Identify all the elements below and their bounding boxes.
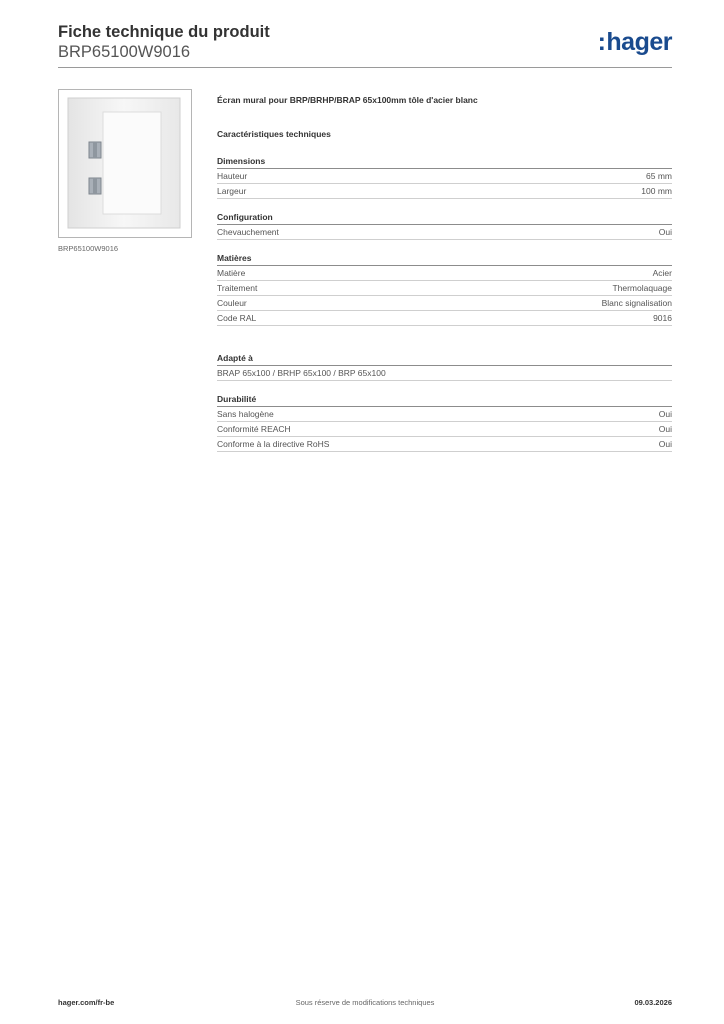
section-materials [217, 252, 672, 326]
section-title: Configuration [217, 211, 672, 225]
row-label: Hauteur [217, 171, 248, 181]
row-value: 9016 [653, 313, 672, 323]
table-row [217, 422, 672, 437]
image-caption: BRP65100W9016 [58, 244, 119, 253]
product-image [58, 89, 192, 238]
wall-screen-illustration-icon [59, 90, 191, 237]
row-label: Chevauchement [217, 227, 279, 237]
header-divider [58, 67, 672, 68]
row-value: Acier [652, 268, 672, 278]
row-value: Oui [658, 439, 672, 449]
section-title: Matières [217, 252, 672, 266]
row-value: Oui [658, 227, 672, 237]
row-value: Thermolaquage [612, 283, 672, 293]
row-label: Couleur [217, 298, 247, 308]
row-label: Conforme à la directive RoHS [217, 439, 330, 449]
table-row [217, 225, 672, 240]
table-row [217, 407, 672, 422]
product-description: Écran mural pour BRP/BRHP/BRAP 65x100mm tôle d'acier blanc [217, 95, 478, 105]
row-label: Conformité REACH [217, 424, 291, 434]
table-row [217, 366, 672, 381]
logo-text: hager [606, 28, 672, 56]
product-content [217, 95, 672, 452]
row-value: Blanc signalisation [601, 298, 672, 308]
table-row [217, 184, 672, 199]
table-row [217, 296, 672, 311]
row-label: Largeur [217, 186, 247, 196]
row-value: 100 mm [641, 186, 672, 196]
table-row [217, 266, 672, 281]
section-title: Durabilité [217, 393, 672, 407]
hager-logo[interactable] [598, 28, 672, 57]
section-compatible-with [217, 352, 672, 381]
row-value: Oui [658, 409, 672, 419]
row-label: Code RAL [217, 313, 257, 323]
row-value: 65 mm [646, 171, 672, 181]
section-title: Dimensions [217, 155, 672, 169]
footer-website-link[interactable]: hager.com/fr-be [58, 998, 115, 1007]
technical-characteristics-heading: Caractéristiques techniques [217, 129, 331, 139]
section-title: Adapté à [217, 352, 672, 366]
row-label: BRAP 65x100 / BRHP 65x100 / BRP 65x100 [217, 368, 386, 378]
table-row [217, 437, 672, 452]
table-row [217, 281, 672, 296]
section-durability [217, 393, 672, 452]
row-label: Sans halogène [217, 409, 274, 419]
table-row [217, 169, 672, 184]
row-label: Matière [217, 268, 246, 278]
footer-notice: Sous réserve de modifications techniques [295, 998, 435, 1007]
document-header [58, 22, 270, 62]
row-value: Oui [658, 424, 672, 434]
table-row [217, 311, 672, 326]
footer-date: 09.03.2026 [634, 998, 672, 1007]
product-reference: BRP65100W9016 [58, 43, 191, 61]
section-configuration [217, 211, 672, 240]
section-dimensions [217, 155, 672, 199]
row-label: Traitement [217, 283, 258, 293]
logo-colon-icon: : [597, 28, 606, 56]
page-title: Fiche technique du produit [58, 23, 270, 41]
